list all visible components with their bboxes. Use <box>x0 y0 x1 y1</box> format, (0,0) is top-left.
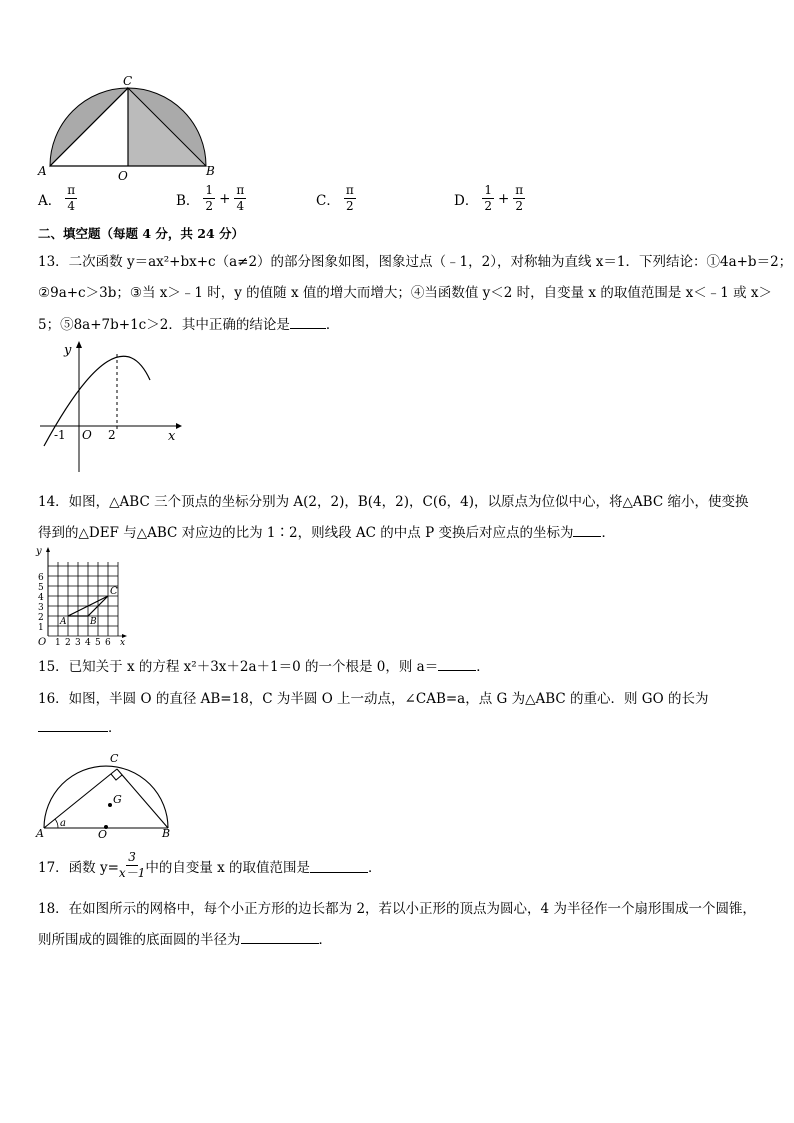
grid-figure <box>32 544 144 648</box>
choice-a-fraction: $\frac{\pi}{4}$ <box>67 183 76 213</box>
svg-text:B: B <box>90 617 97 627</box>
svg-text:5: 5 <box>38 583 44 593</box>
svg-text:2: 2 <box>108 428 116 442</box>
svg-text:G: G <box>113 793 122 806</box>
q14-line2: 得到的△DEF 与△ABC 对应边的比为 1∶2，则线段 AC 的中点 P 变换后对应点的坐标为 ． <box>38 525 615 541</box>
q18-line2: 则所围成的圆锥的底面圆的半径为 ． <box>38 932 332 948</box>
svg-text:3: 3 <box>38 603 44 613</box>
label-a: A <box>38 164 47 178</box>
parabola-graph <box>36 338 186 478</box>
answer-blank-18[interactable] <box>241 943 319 944</box>
svg-text:1: 1 <box>55 638 61 648</box>
svg-text:B: B <box>162 827 171 840</box>
svg-text:2: 2 <box>65 638 71 648</box>
q13-line2: ②9a+c＞3b；③当 x＞﹣1 时，y 的值随 x 值的增大而增大；④当函数值 y＜2 时，自变量 x 的取值范围是 x＜﹣1 或 x＞ <box>38 285 773 301</box>
svg-text:5: 5 <box>95 638 101 648</box>
label-b: B <box>206 164 215 178</box>
svg-text:4: 4 <box>85 638 91 648</box>
semicircle-figure <box>36 74 226 184</box>
svg-text:C: C <box>110 752 119 765</box>
q14-line1: 14．如图，△ABC 三个顶点的坐标分别为 A(2，2)，B(4，2)，C(6，4)，以原点为位似中心，将△ABC 缩小，使变换 <box>38 494 749 510</box>
svg-text:6: 6 <box>38 573 44 583</box>
q13-line1: 13．二次函数 y＝ax²+bx+c（a≠2）的部分图象如图，图象过点（﹣1，2），对称轴为直线 x＝1．下列结论：①4a+b＝2； <box>38 254 793 270</box>
svg-text:x: x <box>168 429 176 444</box>
svg-text:a: a <box>60 818 66 829</box>
svg-text:y: y <box>64 343 72 358</box>
svg-text:4: 4 <box>38 593 44 603</box>
svg-text:A: A <box>60 617 67 627</box>
label-c: C <box>123 74 133 88</box>
svg-text:O: O <box>82 428 92 442</box>
choice-b[interactable]: B． $\frac{1}{2}$ + $\frac{\pi}{4}$ <box>176 183 245 213</box>
answer-blank-16[interactable] <box>38 731 108 732</box>
svg-text:6: 6 <box>105 638 111 648</box>
svg-text:3: 3 <box>75 638 81 648</box>
q16-line2: ． <box>38 716 122 736</box>
choice-c[interactable]: C． $\frac{\pi}{2}$ <box>316 183 354 213</box>
semicircle-centroid-figure <box>34 748 180 848</box>
q18-line1: 18．在如图所示的网格中，每个小正方形的边长都为 2，若以小正形的顶点为圆心，4 为半径作一个扇形围成一个圆锥， <box>38 901 756 917</box>
svg-text:C: C <box>110 586 118 597</box>
svg-text:O: O <box>98 828 108 841</box>
answer-blank-13[interactable] <box>290 328 326 329</box>
answer-blank-17[interactable] <box>310 858 368 873</box>
q17-line: 17．函数 y= $\frac{3}{x-1}$ 中的自变量 x 的取值范围是 ． <box>38 850 382 880</box>
q16-line1: 16．如图，半圆 O 的直径 AB=18，C 为半圆 O 上一动点，∠CAB=a，点 G 为△ABC 的重心．则 GO 的长为 <box>38 691 709 707</box>
answer-blank-14[interactable] <box>573 536 601 537</box>
label-o: O <box>118 169 128 183</box>
svg-text:A: A <box>36 827 44 840</box>
svg-text:1: 1 <box>38 623 44 633</box>
svg-text:x: x <box>120 638 126 648</box>
q13-line3: 5；⑤8a+7b+1c＞2．其中正确的结论是 ． <box>38 317 340 333</box>
choice-d[interactable]: D． $\frac{1}{2}$ + $\frac{\pi}{2}$ <box>454 183 524 213</box>
svg-text:-1: -1 <box>54 428 66 442</box>
answer-blank-15[interactable] <box>438 670 476 671</box>
choice-a[interactable]: A． $\frac{\pi}{4}$ <box>38 183 76 213</box>
q15-line: 15．已知关于 x 的方程 x²＋3x＋2a＋1＝0 的一个根是 0，则 a＝ ． <box>38 659 490 675</box>
svg-text:y: y <box>36 546 42 557</box>
section-title: 二、填空题（每题 4 分，共 24 分） <box>38 226 245 241</box>
svg-text:2: 2 <box>38 613 44 623</box>
svg-text:O: O <box>38 637 47 648</box>
